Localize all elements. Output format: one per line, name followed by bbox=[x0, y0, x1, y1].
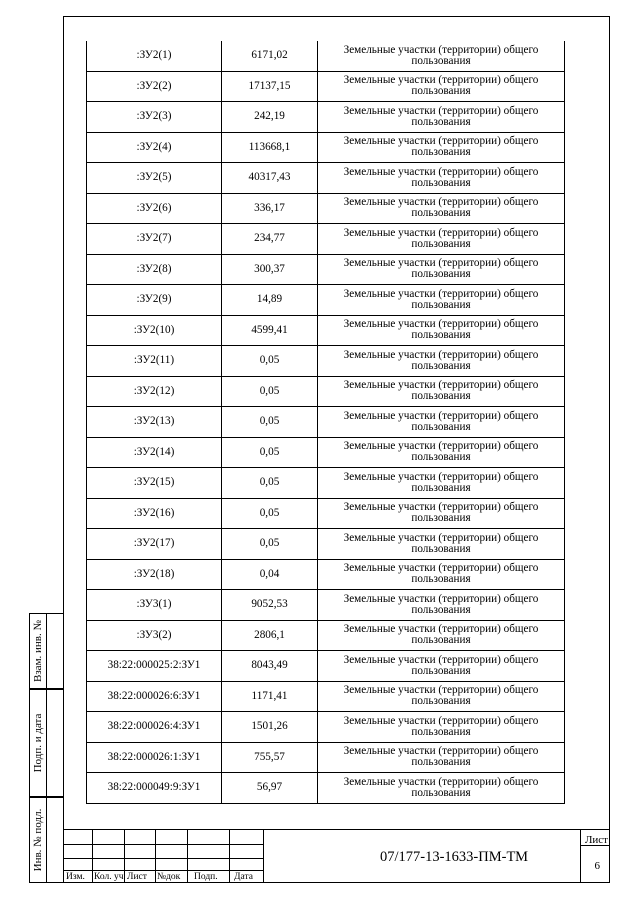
table-row bbox=[87, 407, 565, 438]
plot-purpose-cell: Земельные участки (территории) общего пользования bbox=[318, 437, 565, 468]
plot-id-cell: :ЗУ2(11) bbox=[87, 346, 222, 377]
caption-kol-uch: Кол. уч bbox=[94, 872, 124, 882]
plot-area-cell: 0,05 bbox=[222, 346, 318, 377]
plot-purpose-cell: Земельные участки (территории) общего пользования bbox=[318, 407, 565, 438]
plot-id-cell: 38:22:000026:1:ЗУ1 bbox=[87, 742, 222, 773]
stamp-inv-podl bbox=[29, 797, 63, 883]
plot-id-cell: :ЗУ2(4) bbox=[87, 132, 222, 163]
plot-area-cell: 0,05 bbox=[222, 529, 318, 560]
plot-id-cell: :ЗУ2(15) bbox=[87, 468, 222, 499]
plot-id-cell: :ЗУ2(6) bbox=[87, 193, 222, 224]
table-row bbox=[87, 712, 565, 743]
plot-area-cell: 1171,41 bbox=[222, 681, 318, 712]
plot-area-cell: 336,17 bbox=[222, 193, 318, 224]
sheet-number: 6 bbox=[594, 860, 600, 872]
plot-area-cell: 0,05 bbox=[222, 376, 318, 407]
plot-area-cell: 113668,1 bbox=[222, 132, 318, 163]
plot-area-cell: 1501,26 bbox=[222, 712, 318, 743]
sheet-label: Лист bbox=[584, 834, 608, 846]
plot-area-cell: 6171,02 bbox=[222, 41, 318, 71]
plot-area-cell: 2806,1 bbox=[222, 620, 318, 651]
table-row bbox=[87, 254, 565, 285]
plot-purpose-cell: Земельные участки (территории) общего пользования bbox=[318, 163, 565, 194]
plot-id-cell: 38:22:000025:2:ЗУ1 bbox=[87, 651, 222, 682]
plot-purpose-cell: Земельные участки (территории) общего пользования bbox=[318, 712, 565, 743]
table-row bbox=[87, 590, 565, 621]
plot-purpose-cell: Земельные участки (территории) общего пользования bbox=[318, 590, 565, 621]
plot-purpose-cell: Земельные участки (территории) общего пользования bbox=[318, 132, 565, 163]
title-block bbox=[63, 829, 610, 883]
table-row bbox=[87, 71, 565, 102]
plot-id-cell: :ЗУ2(13) bbox=[87, 407, 222, 438]
plot-area-cell: 0,05 bbox=[222, 498, 318, 529]
table-row bbox=[87, 285, 565, 316]
land-plots-table bbox=[86, 41, 565, 804]
plot-purpose-cell: Земельные участки (территории) общего пользования bbox=[318, 651, 565, 682]
stamp-podp-data bbox=[29, 689, 63, 797]
caption-list: Лист bbox=[127, 872, 147, 882]
plot-purpose-cell: Земельные участки (территории) общего пользования bbox=[318, 224, 565, 255]
plot-purpose-cell: Земельные участки (территории) общего пользования bbox=[318, 285, 565, 316]
plot-area-cell: 300,37 bbox=[222, 254, 318, 285]
plot-id-cell: :ЗУ2(3) bbox=[87, 102, 222, 133]
table-row bbox=[87, 559, 565, 590]
plot-area-cell: 14,89 bbox=[222, 285, 318, 316]
plot-id-cell: 38:22:000026:6:ЗУ1 bbox=[87, 681, 222, 712]
plot-purpose-cell: Земельные участки (территории) общего пользования bbox=[318, 529, 565, 560]
plot-id-cell: :ЗУ2(16) bbox=[87, 498, 222, 529]
table-row bbox=[87, 163, 565, 194]
plot-purpose-cell: Земельные участки (территории) общего пользования bbox=[318, 376, 565, 407]
plot-area-cell: 56,97 bbox=[222, 773, 318, 804]
plot-purpose-cell: Земельные участки (территории) общего пользования bbox=[318, 254, 565, 285]
plot-area-cell: 40317,43 bbox=[222, 163, 318, 194]
plot-area-cell: 0,04 bbox=[222, 559, 318, 590]
caption-izm: Изм. bbox=[66, 872, 85, 882]
plot-purpose-cell: Земельные участки (территории) общего пользования bbox=[318, 773, 565, 804]
plot-purpose-cell: Земельные участки (территории) общего пользования bbox=[318, 315, 565, 346]
plot-purpose-cell: Земельные участки (территории) общего пользования bbox=[318, 742, 565, 773]
plot-id-cell: :ЗУ2(17) bbox=[87, 529, 222, 560]
plot-id-cell: :ЗУ3(2) bbox=[87, 620, 222, 651]
plot-area-cell: 17137,15 bbox=[222, 71, 318, 102]
plot-id-cell: :ЗУ2(10) bbox=[87, 315, 222, 346]
stamp-vzam-inv bbox=[29, 613, 63, 689]
plot-id-cell: :ЗУ3(1) bbox=[87, 590, 222, 621]
table-row bbox=[87, 132, 565, 163]
plot-purpose-cell: Земельные участки (территории) общего пользования bbox=[318, 620, 565, 651]
plot-area-cell: 0,05 bbox=[222, 468, 318, 499]
plot-area-cell: 4599,41 bbox=[222, 315, 318, 346]
plot-area-cell: 0,05 bbox=[222, 437, 318, 468]
plot-id-cell: 38:22:000049:9:ЗУ1 bbox=[87, 773, 222, 804]
plot-purpose-cell: Земельные участки (территории) общего пользования bbox=[318, 681, 565, 712]
table-row bbox=[87, 620, 565, 651]
plot-area-cell: 242,19 bbox=[222, 102, 318, 133]
plot-id-cell: :ЗУ2(5) bbox=[87, 163, 222, 194]
plot-area-cell: 9052,53 bbox=[222, 590, 318, 621]
document-code: 07/177-13-1633-ПМ-ТМ bbox=[379, 848, 529, 865]
caption-podp: Подп. bbox=[194, 872, 218, 882]
plot-id-cell: :ЗУ2(2) bbox=[87, 71, 222, 102]
table-row bbox=[87, 376, 565, 407]
plot-id-cell: :ЗУ2(1) bbox=[87, 41, 222, 71]
table-row bbox=[87, 193, 565, 224]
table-row bbox=[87, 773, 565, 804]
table-row bbox=[87, 529, 565, 560]
table-row bbox=[87, 681, 565, 712]
stamp-vzam-label: Взам. инв. № bbox=[32, 620, 44, 682]
plot-id-cell: :ЗУ2(7) bbox=[87, 224, 222, 255]
plot-id-cell: 38:22:000026:4:ЗУ1 bbox=[87, 712, 222, 743]
table-row bbox=[87, 224, 565, 255]
plot-purpose-cell: Земельные участки (территории) общего пользования bbox=[318, 41, 565, 71]
plot-purpose-cell: Земельные участки (территории) общего пользования bbox=[318, 102, 565, 133]
stamp-podp-label: Подп. и дата bbox=[32, 713, 44, 773]
plot-purpose-cell: Земельные участки (территории) общего пользования bbox=[318, 468, 565, 499]
table-row bbox=[87, 437, 565, 468]
plot-purpose-cell: Земельные участки (территории) общего пользования bbox=[318, 498, 565, 529]
table-row bbox=[87, 315, 565, 346]
caption-data: Дата bbox=[234, 872, 253, 882]
plot-area-cell: 8043,49 bbox=[222, 651, 318, 682]
caption-ndok: №док bbox=[157, 872, 181, 882]
plot-purpose-cell: Земельные участки (территории) общего пользования bbox=[318, 346, 565, 377]
plot-area-cell: 0,05 bbox=[222, 407, 318, 438]
table-row bbox=[87, 102, 565, 133]
plot-purpose-cell: Земельные участки (территории) общего пользования bbox=[318, 559, 565, 590]
plot-area-cell: 755,57 bbox=[222, 742, 318, 773]
plot-id-cell: :ЗУ2(9) bbox=[87, 285, 222, 316]
plot-id-cell: :ЗУ2(18) bbox=[87, 559, 222, 590]
table-row bbox=[87, 346, 565, 377]
plot-id-cell: :ЗУ2(8) bbox=[87, 254, 222, 285]
table-row bbox=[87, 651, 565, 682]
plot-id-cell: :ЗУ2(14) bbox=[87, 437, 222, 468]
table-row bbox=[87, 742, 565, 773]
plot-area-cell: 234,77 bbox=[222, 224, 318, 255]
plot-purpose-cell: Земельные участки (территории) общего пользования bbox=[318, 71, 565, 102]
table-row bbox=[87, 498, 565, 529]
stamp-inv-label: Инв. № подл. bbox=[32, 808, 44, 872]
plot-id-cell: :ЗУ2(12) bbox=[87, 376, 222, 407]
plot-purpose-cell: Земельные участки (территории) общего пользования bbox=[318, 193, 565, 224]
table-row bbox=[87, 41, 565, 71]
table-row bbox=[87, 468, 565, 499]
